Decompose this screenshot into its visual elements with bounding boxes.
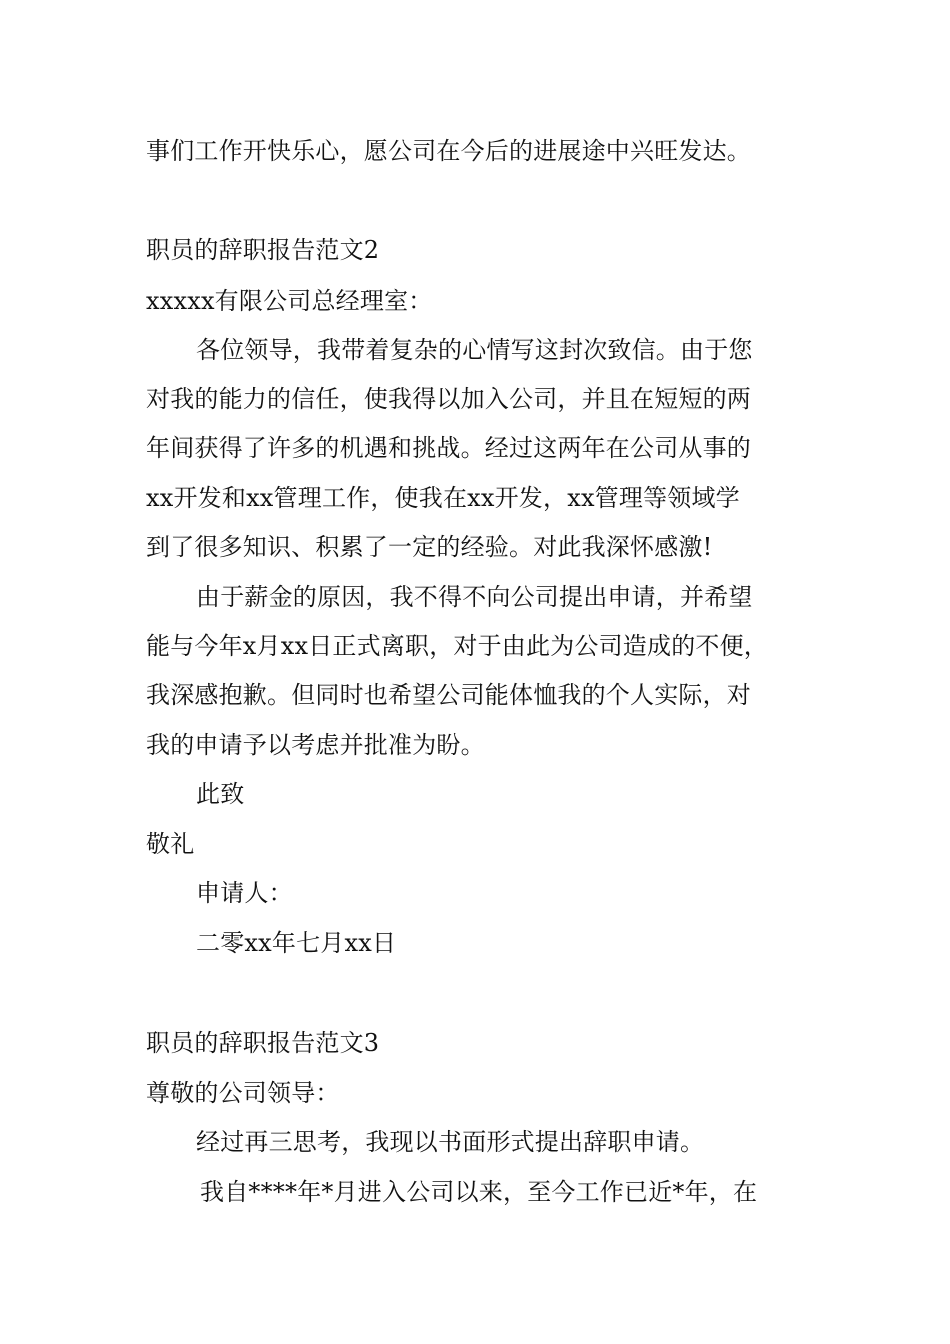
paragraph-closing-line: 事们工作开快乐心，愿公司在今后的进展途中兴旺发达。 — [146, 137, 751, 165]
body-line: 各位领导，我带着复杂的心情写这封次致信。由于您 — [196, 336, 753, 364]
addressee-line: xxxxx有限公司总经理室： — [146, 287, 433, 315]
addressee-line: 尊敬的公司领导： — [146, 1079, 340, 1107]
body-line: 我深感抱歉。但同时也希望公司能体恤我的个人实际，对 — [146, 681, 751, 709]
body-line: 由于薪金的原因，我不得不向公司提出申请，并希望 — [196, 583, 753, 611]
body-line: 能与今年x月xx日正式离职，对于由此为公司造成的不便， — [146, 632, 769, 660]
closing-salutation: 此致 — [196, 780, 245, 808]
closing-regards: 敬礼 — [146, 830, 195, 858]
section-heading-3: 职员的辞职报告范文3 — [146, 1029, 380, 1057]
body-line: 经过再三思考，我现以书面形式提出辞职申请。 — [196, 1128, 705, 1156]
body-line: 我的申请予以考虑并批准为盼。 — [146, 731, 485, 759]
body-line: 我自****年*月进入公司以来，至今工作已近*年，在 — [200, 1178, 758, 1206]
body-line: 到了很多知识、积累了一定的经验。对此我深怀感激! — [146, 533, 713, 561]
letter-date: 二零xx年七月xx日 — [196, 929, 397, 957]
body-line: 对我的能力的信任，使我得以加入公司，并且在短短的两 — [146, 385, 751, 413]
applicant-label: 申请人： — [196, 879, 293, 907]
body-line: xx开发和xx管理工作，使我在xx开发，xx管理等领域学 — [146, 484, 740, 512]
body-line: 年间获得了许多的机遇和挑战。经过这两年在公司从事的 — [146, 434, 751, 462]
section-heading-2: 职员的辞职报告范文2 — [146, 236, 380, 264]
